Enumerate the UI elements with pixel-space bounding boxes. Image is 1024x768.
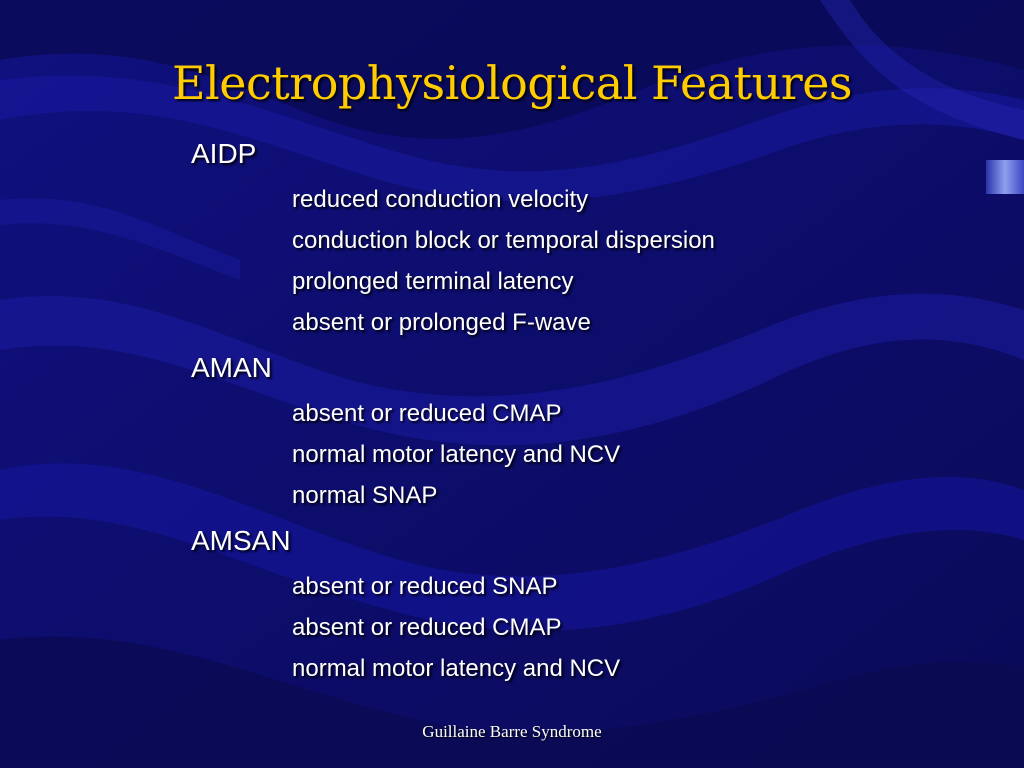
list-item: reduced conduction velocity [292,186,589,213]
slide-footer: Guillaine Barre Syndrome [422,722,602,741]
list-item: absent or reduced CMAP [292,614,562,641]
section-amsan [191,524,991,689]
slide-content [191,133,991,689]
list-item: conduction block or temporal dispersion [292,227,715,254]
list-item: absent or prolonged F-wave [292,309,591,336]
list-item: normal SNAP [292,482,438,509]
list-item: prolonged terminal latency [292,268,574,295]
list-item: absent or reduced CMAP [292,400,562,427]
section-aidp [191,137,991,343]
section-heading: AMAN [191,352,272,383]
section-heading: AIDP [191,138,257,169]
section-aman [191,351,991,516]
list-item: normal motor latency and NCV [292,655,621,682]
slide-title: Electrophysiological Features [171,56,853,110]
list-item: absent or reduced SNAP [292,573,558,600]
accent-tab-shape [986,160,1024,194]
list-item: normal motor latency and NCV [292,441,621,468]
section-heading: AMSAN [191,525,291,556]
